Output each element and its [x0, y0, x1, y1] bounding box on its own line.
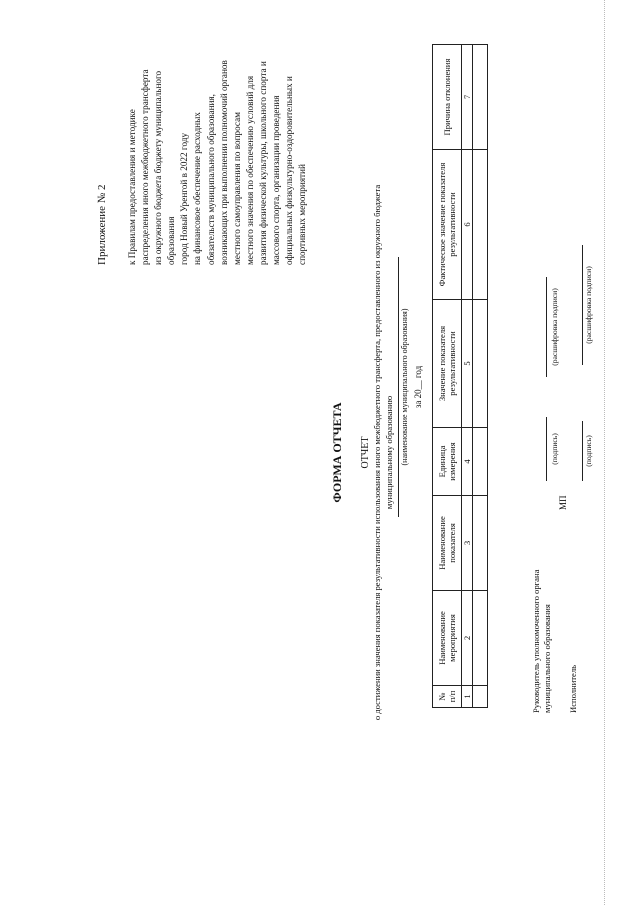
executor-label: Исполнитель [568, 664, 578, 713]
scan-edge-divider [604, 0, 605, 905]
appendix-line: город Новый Уренгой в 2022 году [179, 132, 190, 265]
table-cell[interactable] [473, 45, 488, 150]
executor-signature-caption: (подпись) [584, 435, 593, 467]
table-row [473, 45, 488, 708]
report-subtitle-recipient: муниципальному образованию [384, 395, 394, 510]
column-number: 4 [462, 428, 473, 496]
table-cell[interactable] [473, 686, 488, 708]
column-number: 6 [462, 150, 473, 300]
table-cell[interactable] [473, 496, 488, 591]
table-cell[interactable] [473, 150, 488, 300]
appendix-line: официальных физкультурно-оздоровительных и [284, 76, 295, 265]
head-decode-caption: (расшифровка подписи) [550, 288, 559, 366]
appendix-line: развития физической культуры, школьного спорта и [257, 61, 268, 265]
appendix-line: местного самоуправления по вопросам [231, 112, 242, 265]
appendix-line: возникающих при выполнении полномочий органов [218, 60, 229, 265]
table-cell[interactable] [473, 300, 488, 428]
appendix-line: образования [166, 216, 177, 265]
appendix-line: из окружного бюджета бюджету муниципального [153, 70, 164, 265]
column-header: Единица измерения [433, 428, 462, 496]
column-number: 1 [462, 686, 473, 708]
column-number: 5 [462, 300, 473, 428]
appendix-line: к Правилам предоставления и методике [127, 109, 137, 265]
appendix-line: на финансовое обеспечение расходных [192, 112, 203, 265]
column-header: Наименование мероприятия [433, 591, 462, 686]
report-year: за 20__ год [413, 365, 423, 409]
municipality-caption: (наименование муниципального образования) [400, 308, 409, 466]
head-signature-caption: (подпись) [550, 433, 559, 465]
appendix-line: распределения иного межбюджетного трансферта [140, 69, 151, 265]
appendix-line: местного значения по обеспечению условий для [244, 75, 255, 265]
column-number-row [462, 45, 473, 708]
executor-signature-line[interactable] [582, 421, 583, 481]
report-table [432, 44, 488, 708]
column-number: 3 [462, 496, 473, 591]
table-cell[interactable] [473, 591, 488, 686]
column-header: Значение показателя результативности [433, 300, 462, 428]
appendix-line: спортивных мероприятий [297, 164, 308, 265]
column-number: 7 [462, 45, 473, 150]
municipality-fill-line[interactable] [398, 257, 399, 517]
table-header-row [433, 45, 462, 708]
head-signatory-line2: муниципального образования [542, 604, 552, 713]
head-decode-line[interactable] [546, 277, 547, 377]
head-signatory-line1: Руководитель уполномоченного органа [531, 569, 541, 713]
report-subtitle: о достижении значения показателя результативности использования иного межбюджетного трансферта, предоставленного из окружного бюджета [372, 184, 382, 721]
appendix-title: Приложение № 2 [96, 184, 108, 265]
head-signature-line[interactable] [546, 417, 547, 481]
table-cell[interactable] [473, 428, 488, 496]
column-header: № п/п [433, 686, 462, 708]
executor-decode-caption: (расшифровка подписи) [584, 266, 593, 344]
column-header: Наименование показателя [433, 496, 462, 591]
stamp-place-label: МП [558, 495, 568, 510]
column-header: Фактическое значение показателя результативности [433, 150, 462, 300]
appendix-line: обязательств муниципального образования, [205, 94, 216, 265]
form-title: ФОРМА ОТЧЕТА [330, 402, 344, 503]
column-header: Причина отклонения [433, 45, 462, 150]
head-signatory-label [531, 569, 553, 713]
appendix-text [126, 25, 309, 265]
column-number: 2 [462, 591, 473, 686]
report-title: ОТЧЕТ [360, 436, 371, 469]
appendix-line: массового спорта, организации проведения [271, 95, 282, 265]
executor-decode-line[interactable] [582, 245, 583, 365]
